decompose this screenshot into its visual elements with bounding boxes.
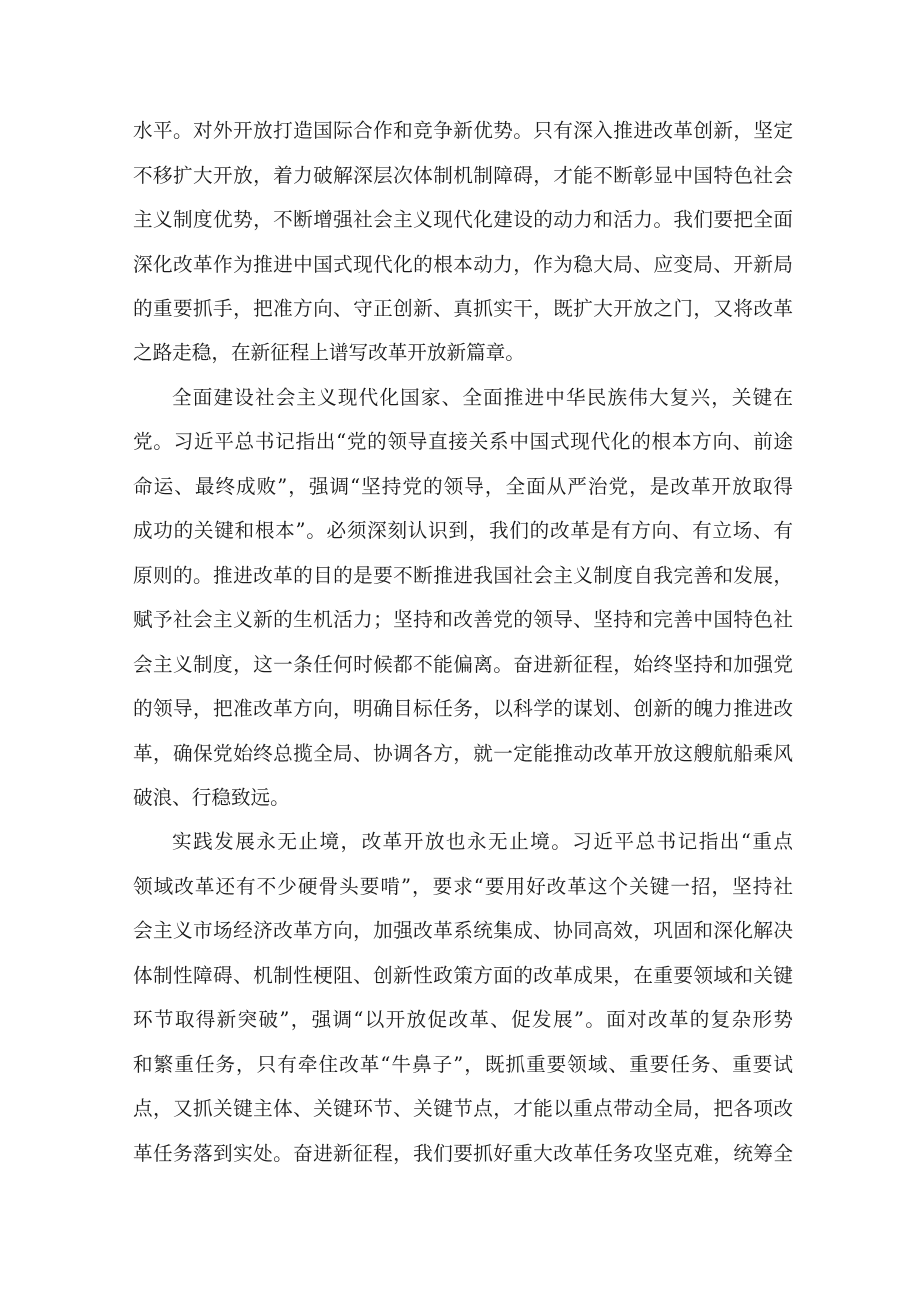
text-line: 深化改革作为推进中国式现代化的根本动力，作为稳大局、应变局、开新局 [133,253,793,276]
text-line: 命运、最终成败”，强调“坚持党的领导，全面从严治党，是改革开放取得 [133,475,793,498]
text-line: 之路走稳，在新征程上谱写改革开放新篇章。 [133,341,525,364]
text-line: 和繁重任务，只有牵住改革“牛鼻子”，既抓重要领域、重要任务、重要试 [133,1053,793,1076]
text-line: 主义制度优势，不断增强社会主义现代化建设的动力和活力。我们要把全面 [133,208,793,231]
text-line: 点，又抓关键主体、关键环节、关键节点，才能以重点带动全局，把各项改 [133,1097,793,1120]
text-line: 原则的。推进改革的目的是要不断推进我国社会主义制度自我完善和发展， [133,564,793,587]
text-line: 水平。对外开放打造国际合作和竞争新优势。只有深入推进改革创新，坚定 [133,119,793,142]
text-line: 成功的关键和根本”。必须深刻认识到，我们的改革是有方向、有立场、有 [133,519,793,542]
text-line: 革任务落到实处。奋进新征程，我们要抓好重大改革任务攻坚克难，统筹全 [133,1142,793,1165]
text-line: 领域改革还有不少硬骨头要啃”，要求“要用好改革这个关键一招，坚持社 [133,875,793,898]
text-line: 会主义制度，这一条任何时候都不能偏离。奋进新征程，始终坚持和加强党 [133,653,793,676]
text-line: 党。习近平总书记指出“党的领导直接关系中国式现代化的根本方向、前途 [133,430,793,453]
text-line: 的重要抓手，把准方向、守正创新、真抓实干，既扩大开放之门，又将改革 [133,297,793,320]
text-line: 赋予社会主义新的生机活力；坚持和改善党的领导、坚持和完善中国特色社 [133,608,793,631]
text-line: 的领导，把准改革方向，明确目标任务，以科学的谋划、创新的魄力推进改 [133,697,793,720]
text-line: 全面建设社会主义现代化国家、全面推进中华民族伟大复兴，关键在 [172,386,793,409]
text-line: 环节取得新突破”，强调“以开放促改革、促发展”。面对改革的复杂形势 [133,1008,793,1031]
text-line: 破浪、行稳致远。 [133,786,290,809]
text-line: 会主义市场经济改革方向，加强改革系统集成、协同高效，巩固和深化解决 [133,919,793,942]
text-line: 革，确保党始终总揽全局、协调各方，就一定能推动改革开放这艘航船乘风 [133,742,793,765]
text-line: 不移扩大开放，着力破解深层次体制机制障碍，才能不断彰显中国特色社会 [133,164,793,187]
text-line: 体制性障碍、机制性梗阻、创新性政策方面的改革成果，在重要领域和关键 [133,964,793,987]
text-line: 实践发展永无止境，改革开放也永无止境。习近平总书记指出“重点 [172,830,793,853]
